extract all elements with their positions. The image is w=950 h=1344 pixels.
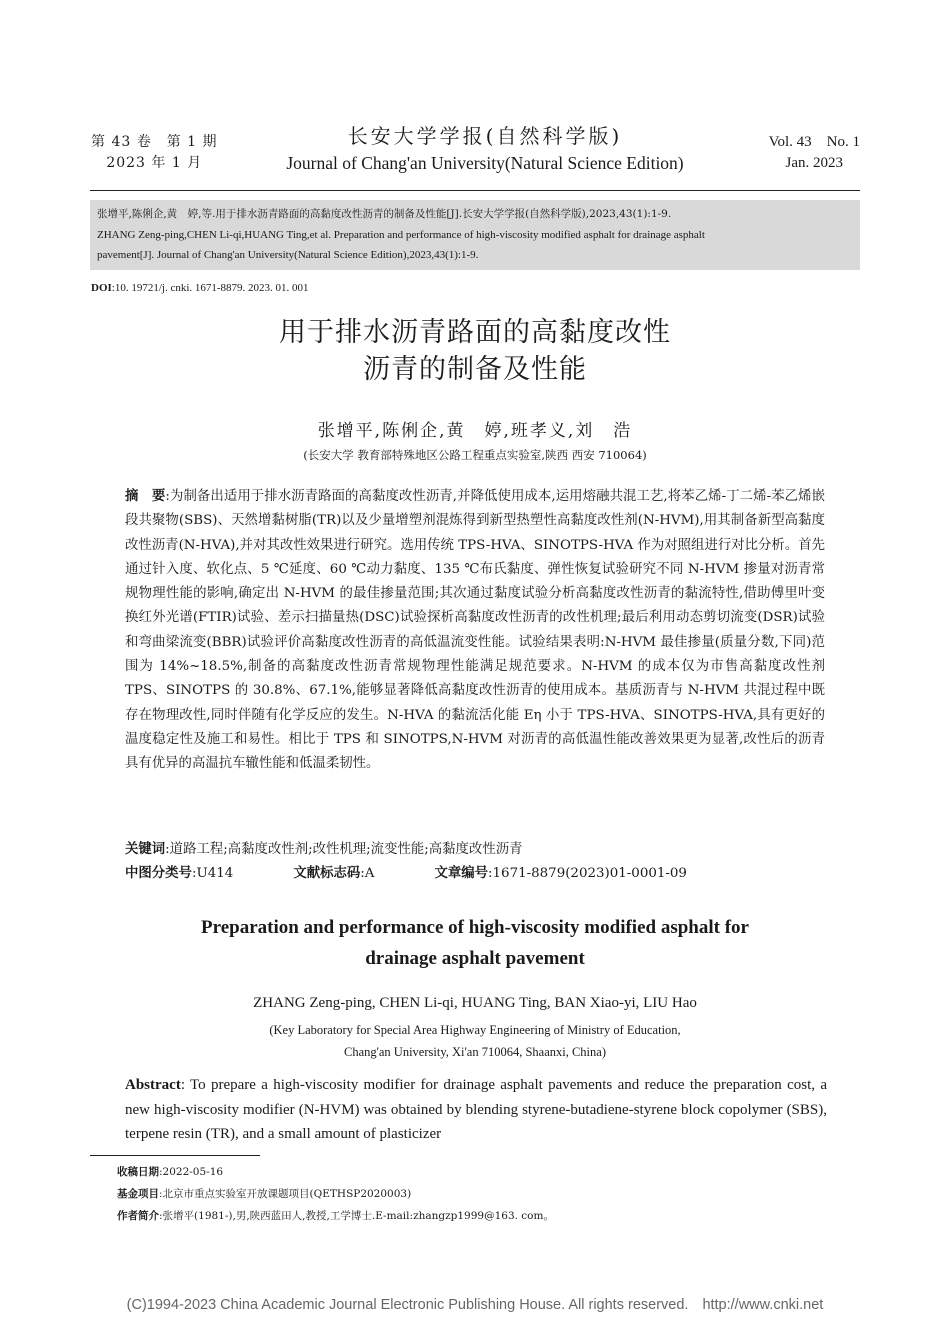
cnki-link[interactable]: http://www.cnki.net xyxy=(702,1297,824,1313)
fund-value: :北京市重点实验室开放课题项目(QETHSP2020003) xyxy=(159,1188,412,1200)
article-no-label: 文章编号 xyxy=(434,866,489,881)
article-no-value: :1671-8879(2023)01-0001-09 xyxy=(488,866,687,881)
volume-issue: 第 43 卷 第 1 期 xyxy=(91,134,218,150)
abstract-en-text: : To prepare a high-viscosity modifier for drainage asphalt pavements and reduce the preparation cost, a new high-viscosity modifier (N-HVM) was obtained by blending styrene-butadiene-styrene block copolymer (SBS), terpene resin (TR), and a small amount of plasticizer xyxy=(125,1077,827,1142)
article-title-en xyxy=(125,912,825,974)
affiliation-en-line2: Chang'an University, Xi'an 710064, Shaanxi, China) xyxy=(344,1045,606,1059)
abstract-en xyxy=(125,1073,827,1147)
fund-label: 基金项目 xyxy=(117,1188,159,1200)
classification-line xyxy=(125,862,825,886)
citation-en-line1: ZHANG Zeng-ping,CHEN Li-qi,HUANG Ting,et al. Preparation and performance of high-viscosity modified asphalt for drainage asphalt xyxy=(97,228,705,241)
author-bio-label: 作者简介 xyxy=(117,1210,159,1222)
issue-info-en xyxy=(769,132,860,174)
title-cn-line2: 沥青的制备及性能 xyxy=(363,354,587,385)
journal-title xyxy=(250,122,720,176)
doi xyxy=(91,282,309,294)
author-bio-value: :张增平(1981-),男,陕西蓝田人,教授,工学博士.E-mail:zhangzp1999@163. com。 xyxy=(159,1210,554,1222)
abstract-cn xyxy=(125,485,825,777)
keywords-label: 关键词 xyxy=(125,842,166,857)
authors-en: ZHANG Zeng-ping, CHEN Li-qi, HUANG Ting, BAN Xiao-yi, LIU Hao xyxy=(253,995,697,1011)
journal-title-cn: 长安大学学报(自然科学版) xyxy=(347,124,623,148)
clc-value: :U414 xyxy=(191,866,234,881)
footnote-fund xyxy=(117,1184,857,1204)
received-label: 收稿日期 xyxy=(117,1166,159,1178)
doi-value: :10. 19721/j. cnki. 1671-8879. 2023. 01. 001 xyxy=(111,282,309,294)
citation-en-line2: pavement[J]. Journal of Chang'an University(Natural Science Edition),2023,43(1):1-9. xyxy=(97,249,479,261)
abstract-cn-label: 摘 要 xyxy=(125,489,166,504)
title-en-line2: drainage asphalt pavement xyxy=(365,948,585,969)
authors-cn: 张增平,陈俐企,黄 婷,班孝义,刘 浩 xyxy=(317,421,633,441)
copyright-footer xyxy=(0,1297,950,1313)
footnote-author xyxy=(117,1206,857,1226)
title-en-line1: Preparation and performance of high-viscosity modified asphalt for xyxy=(201,917,749,938)
clc-label: 中图分类号 xyxy=(125,866,192,881)
affiliation-en-line1: (Key Laboratory for Special Area Highway Engineering of Ministry of Education, xyxy=(269,1023,681,1037)
footnote-divider xyxy=(90,1155,260,1156)
issue-info xyxy=(91,132,218,174)
doi-label: DOI xyxy=(91,282,112,294)
affiliation-en xyxy=(0,1019,950,1063)
abstract-en-label: Abstract xyxy=(125,1077,181,1093)
keywords-text: :道路工程;高黏度改性剂;改性机理;流变性能;高黏度改性沥青 xyxy=(165,842,523,857)
citation-cn: 张增平,陈俐企,黄 婷,等.用于排水沥青路面的高黏度改性沥青的制备及性能[J].长安大学学报(自然科学版),2023,43(1):1-9. xyxy=(97,208,672,220)
journal-title-en: Journal of Chang'an University(Natural Science Edition) xyxy=(286,153,684,173)
footnote-received xyxy=(117,1162,857,1182)
header-divider xyxy=(90,190,860,191)
doc-code-value: :A xyxy=(360,866,375,881)
title-cn-line1: 用于排水沥青路面的高黏度改性 xyxy=(279,317,671,348)
volume-issue-en: Vol. 43 No. 1 xyxy=(768,134,860,150)
issue-date: 2023 年 1 月 xyxy=(106,155,203,171)
citation-box xyxy=(90,200,860,270)
affiliation-cn: (长安大学 教育部特殊地区公路工程重点实验室,陕西 西安 710064) xyxy=(303,448,647,462)
keywords-cn xyxy=(125,838,825,862)
copyright-text: (C)1994-2023 China Academic Journal Electronic Publishing House. All rights reserved. xyxy=(126,1297,689,1313)
article-title-cn xyxy=(0,314,950,388)
abstract-cn-text: :为制备出适用于排水沥青路面的高黏度改性沥青,并降低使用成本,运用熔融共混工艺,将苯乙烯-丁二烯-苯乙烯嵌段共聚物(SBS)、天然增黏树脂(TR)以及少量增塑剂混炼得到新型热塑性高黏度改性剂(N-HVM),用其制备新型高黏度改性沥青(N-HVA),并对其改性效果进行研究。选用传统 TPS-HVA、SINOTPS-HVA 作为对照组进行对比分析。首先通过针入度、软化点、5 ℃延度、60 ℃动力黏度、135 ℃布氏黏度、弹性恢复试验研究不同 N-HVM 掺量对沥青常规物理性能的影响,确定出 N-HVM 的最佳掺量范围;其次通过黏度试验分析高黏度改性沥青的黏流特性,借助傅里叶变换红外光谱(FTIR)试验、差示扫描量热(DSC)试验探析高黏度改性沥青的改性机理;最后利用动态剪切流变(DSR)试验和弯曲梁流变(BBR)试验评价高黏度改性沥青的高低温流变性能。试验结果表明:N-HVM 最佳掺量(质量分数,下同)范围为 14%~18.5%,制备的高黏度改性沥青常规物理性能满足规范要求。N-HVM 的成本仅为市售高黏度改性剂 TPS、SINOTPS 的 30.8%、67.1%,能够显著降低高黏度改性沥青的使用成本。基质沥青与 N-HVM 共混过程中既存在物理改性,同时伴随有化学反应的发生。N-HVA 的黏流活化能 Eη 小于 TPS-HVA、SINOTPS-HVA,具有更好的温度稳定性及施工和易性。相比于 TPS 和 SINOTPS,N-HVM 对沥青的高低温性能改善效果更为显著,改性后的沥青具有优异的高温抗车辙性能和低温柔韧性。 xyxy=(125,489,826,772)
issue-date-en: Jan. 2023 xyxy=(785,155,844,171)
doc-code-label: 文献标志码 xyxy=(293,866,361,881)
received-value: :2022-05-16 xyxy=(159,1166,224,1178)
